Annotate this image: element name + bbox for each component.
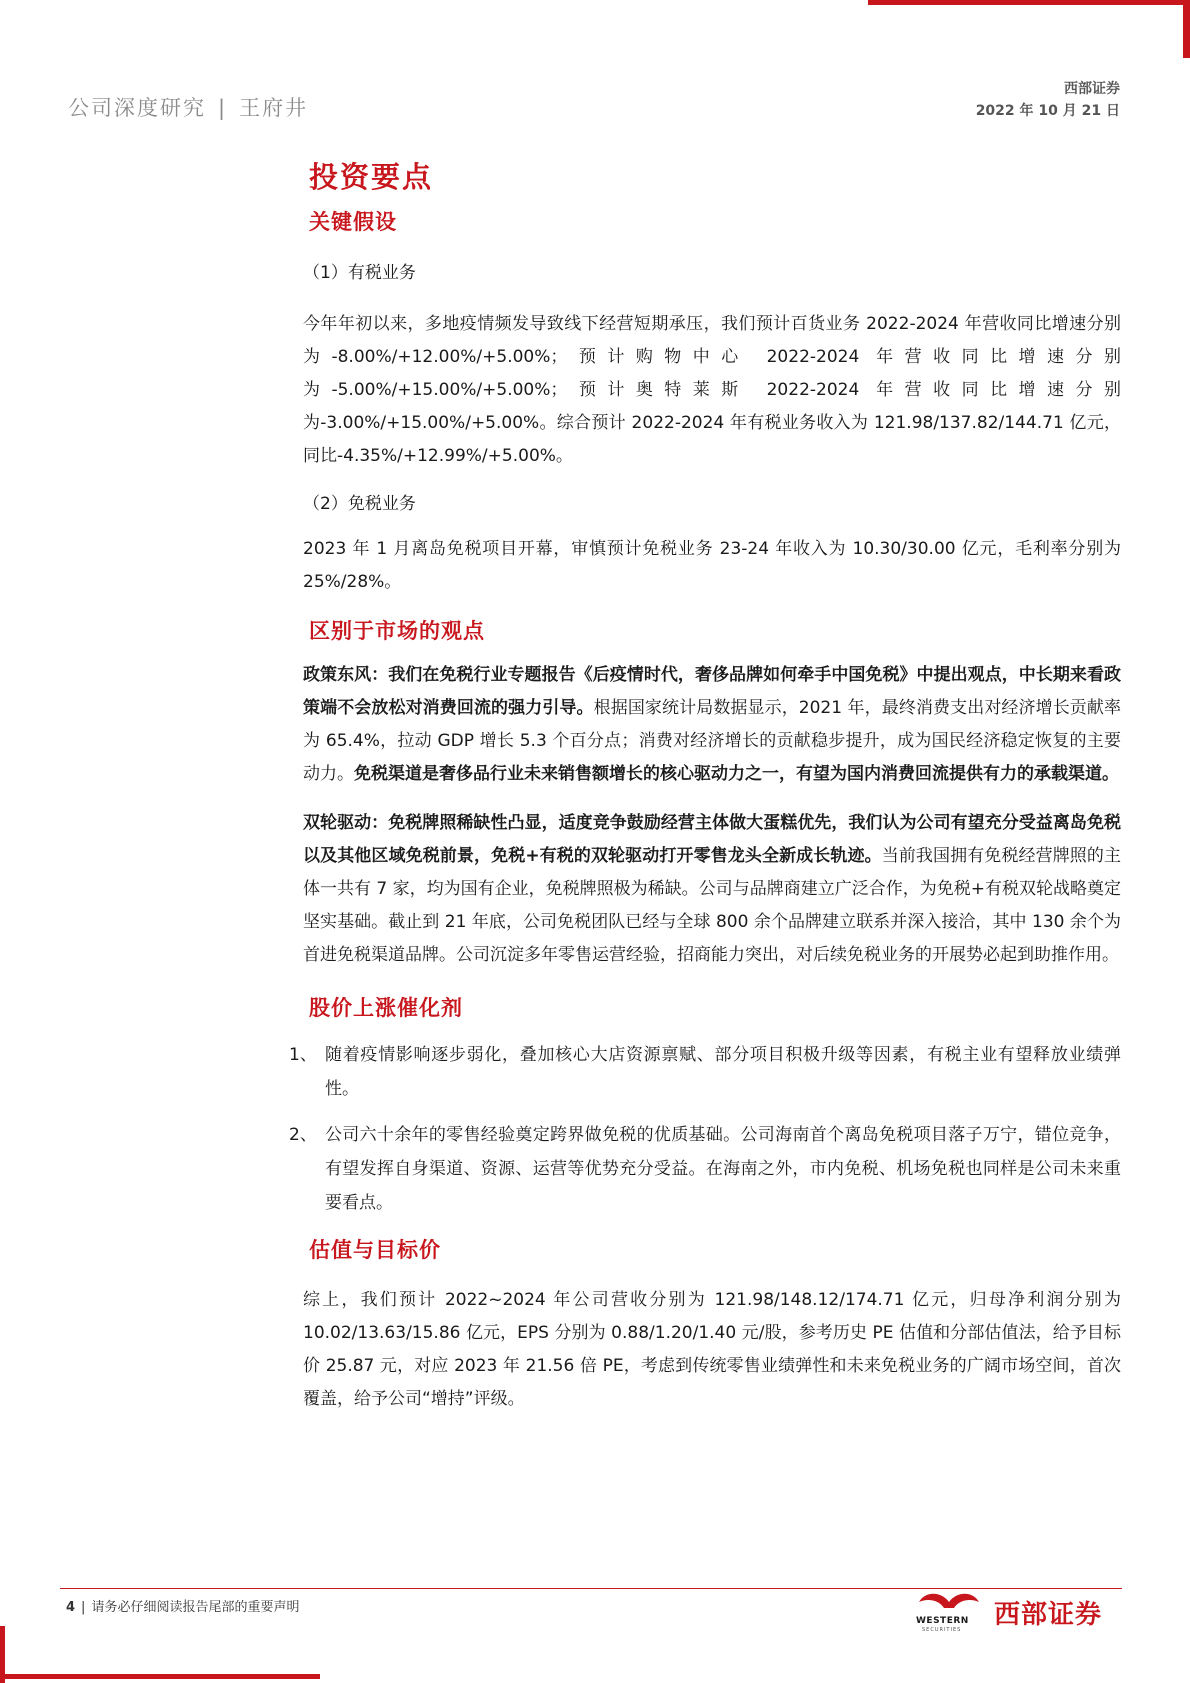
report-date: 2022 年 10 月 21 日 xyxy=(975,103,1120,119)
subheading-dutyfree-business: （2）免税业务 xyxy=(303,494,416,514)
paragraph-valuation: 综上，我们预计 2022~2024 年公司营收分别为 121.98/148.12/174.71 亿元，归母净利润分别为 10.02/13.63/15.86 亿元，EPS 分别为 0.88/1.20/1.40 元/股，参考历史 PE 估值和分部估值法，给予目标价 25.87 元，对应 2023 年 21.56 倍 PE，考虑到传统零售业绩弹性和未来免税业务的广阔市场空间，首次覆盖，给予公司“增持”评级。 xyxy=(303,1290,1121,1409)
section-heading-assumptions: 关键假设 xyxy=(309,209,397,234)
page-title: 投资要点 xyxy=(309,160,434,194)
paragraph-dutyfree-business: 2023 年 1 月离岛免税项目开幕，审慎预计免税业务 23-24 年收入为 10.30/30.00 亿元，毛利率分别为 25%/28%。 xyxy=(303,539,1121,592)
corner-decoration-top-horizontal xyxy=(868,0,1190,5)
company-name: 王府井 xyxy=(239,96,309,120)
dual-drive-bold-lead: 双轮驱动：免税牌照稀缺性凸显，适度竞争鼓励经营主体做大蛋糕优先，我们认为公司有望充分受益离岛免税以及其他区域免税前景，免税+有税的双轮驱动打开零售龙头全新成长轨迹。 xyxy=(303,813,1121,866)
list-item-number: 1、 xyxy=(289,1045,317,1065)
list-item-number: 2、 xyxy=(289,1125,317,1145)
policy-bold-lead: 政策东风：我们在免税行业专题报告《后疫情时代，奢侈品牌如何牵手中国免税》中提出观点，中长期来看政策端不会放松对消费回流的强力引导。 xyxy=(303,665,1121,718)
dual-drive-normal-text: 当前我国拥有免税经营牌照的主体一共有 7 家，均为国有企业，免税牌照极为稀缺。公司与品牌商建立广泛合作，为免税+有税双轮战略奠定坚实基础。截止到 21 年底，公司免税团队已经与全球 800 余个品牌建立联系并深入接洽，其中 130 余个为首进免税渠道品牌。公司沉淀多年零售运营经验，招商能力突出，对后续免税业务的开展势必起到助推作用。 xyxy=(303,846,1122,965)
broker-logo xyxy=(914,1588,1124,1638)
header-separator: | xyxy=(218,96,228,120)
subheading-taxed-business: （1）有税业务 xyxy=(303,263,416,283)
list-item xyxy=(289,1118,1121,1220)
main-content xyxy=(289,152,1122,1416)
disclaimer-text: 请务必仔细阅读报告尾部的重要声明 xyxy=(91,1600,300,1615)
section-heading-views: 区别于市场的观点 xyxy=(309,618,485,643)
list-item-text: 公司六十余年的零售经验奠定跨界做免税的优质基础。公司海南首个离岛免税项目落子万宁，错位竞争，有望发挥自身渠道、资源、运营等优势充分受益。在海南之外，市内免税、机场免税也同样是公司未来重要看点。 xyxy=(325,1125,1121,1213)
report-header xyxy=(68,92,308,122)
corner-decoration-bottom-horizontal xyxy=(0,1674,320,1679)
logo-subtitle: SECURITIES xyxy=(922,1627,962,1633)
bull-horns-icon xyxy=(914,1588,984,1618)
footer-separator: | xyxy=(81,1600,86,1615)
logo-english: WESTERN xyxy=(916,1616,969,1626)
section-heading-catalysts: 股价上涨催化剂 xyxy=(309,995,463,1020)
list-item-text: 随着疫情影响逐步弱化，叠加核心大店资源禀赋、部分项目积极升级等因素，有税主业有望释放业绩弹性。 xyxy=(325,1045,1121,1099)
corner-decoration-top-vertical xyxy=(1183,0,1190,58)
list-item xyxy=(289,1038,1121,1106)
footer-disclaimer xyxy=(66,1596,299,1615)
paragraph-taxed-business: 今年年初以来，多地疫情频发导致线下经营短期承压，我们预计百货业务 2022-2024 年营收同比增速分别为-8.00%/+12.00%/+5.00%；预计购物中心 2022-2024 年营收同比增速分别为-5.00%/+15.00%/+5.00%；预计奥特莱斯 2022-2024 年营收同比增速分别为-3.00%/+15.00%/+5.00%。综合预计 2022-2024 年有税业务收入为 121.98/137.82/144.71 亿元，同比-4.35%/+12.99%/+5.00%。 xyxy=(303,314,1121,466)
report-type: 公司深度研究 xyxy=(68,96,206,120)
broker-name: 西部证券 xyxy=(1064,81,1120,97)
paragraph-policy xyxy=(303,659,1121,791)
paragraph-dual-drive xyxy=(303,807,1121,972)
logo-chinese: 西部证券 xyxy=(994,1600,1103,1630)
section-heading-valuation: 估值与目标价 xyxy=(309,1237,441,1262)
policy-normal-text: 根据国家统计局数据显示，2021 年，最终消费支出对经济增长贡献率为 65.4%，拉动 GDP 增长 5.3 个百分点；消费对经济增长的贡献稳步提升，成为国民经济稳定恢复的主要动力。 xyxy=(303,698,1121,784)
page-number: 4 xyxy=(66,1600,76,1615)
policy-bold-conclusion: 免税渠道是奢侈品行业未来销售额增长的核心驱动力之一，有望为国内消费回流提供有力的承载渠道。 xyxy=(354,764,1119,784)
report-meta xyxy=(976,78,1120,122)
